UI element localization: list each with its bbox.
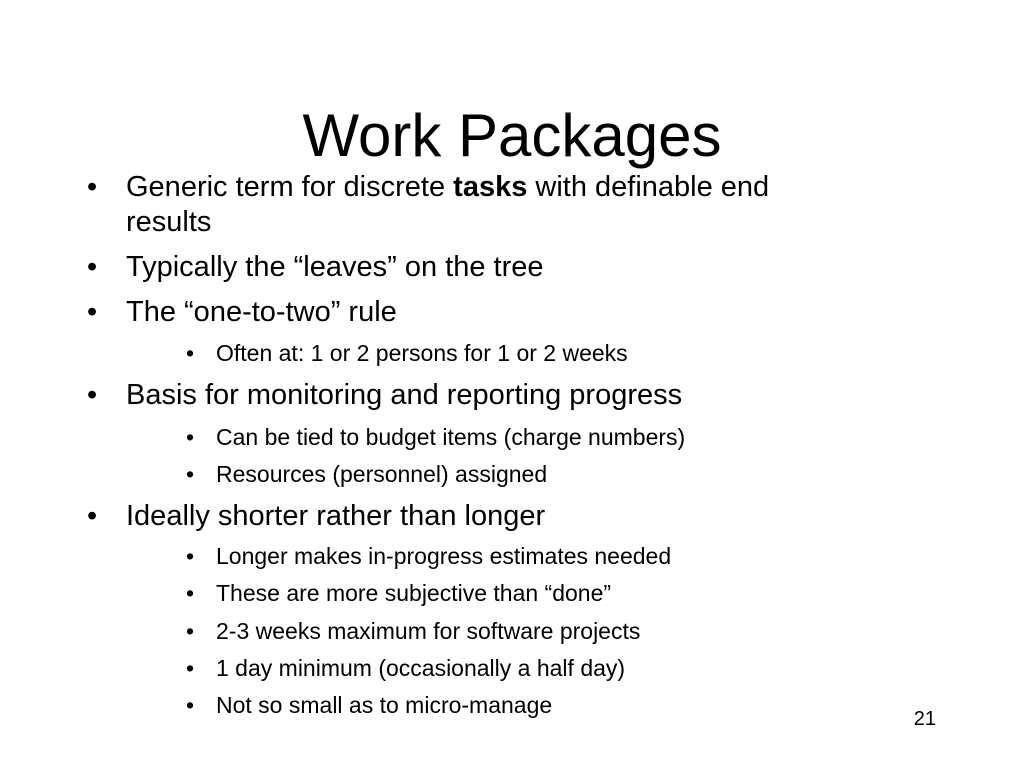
bullet-marker: • — [186, 543, 195, 569]
bullet-text: Not so small as to micro-manage — [216, 692, 553, 718]
bullet-marker: • — [87, 251, 98, 283]
bullet-marker: • — [87, 500, 98, 532]
bullet-marker: • — [186, 580, 195, 606]
bullet-marker: • — [186, 655, 195, 681]
bullet-text-part: with definable end — [527, 171, 770, 203]
bullet-marker: • — [186, 461, 195, 487]
bullet-text: Often at: 1 or 2 persons for 1 or 2 weeks — [216, 340, 628, 366]
bullet-text-continuation: results — [126, 206, 212, 238]
bullet-text: Typically the “leaves” on the tree — [126, 251, 544, 283]
bullet-marker: • — [186, 618, 195, 644]
bullet-text: Can be tied to budget items (charge numbers) — [216, 424, 686, 450]
bullet-text: Basis for monitoring and reporting progress — [126, 379, 683, 411]
page-number: 21 — [913, 708, 936, 730]
bullet-text: 1 day minimum (occasionally a half day) — [216, 655, 626, 681]
bullet-text: Resources (personnel) assigned — [216, 461, 548, 487]
bullet-marker: • — [186, 692, 195, 718]
bullet-marker: • — [87, 379, 98, 411]
bullet-marker: • — [186, 424, 195, 450]
bullet-text — [126, 169, 769, 206]
bold-term: tasks — [453, 171, 528, 203]
bullet-text: These are more subjective than “done” — [216, 580, 612, 606]
slide-title: Work Packages — [302, 102, 722, 169]
bullet-text: Ideally shorter rather than longer — [126, 500, 546, 532]
bullet-text: 2-3 weeks maximum for software projects — [216, 618, 641, 644]
bullet-marker: • — [87, 171, 98, 203]
bullet-text: The “one-to-two” rule — [126, 296, 397, 328]
bullet-marker: • — [186, 340, 195, 366]
bullet-text: Longer makes in-progress estimates needed — [216, 543, 672, 569]
bullet-marker: • — [87, 296, 98, 328]
bullet-text-part: Generic term for discrete — [126, 171, 454, 203]
